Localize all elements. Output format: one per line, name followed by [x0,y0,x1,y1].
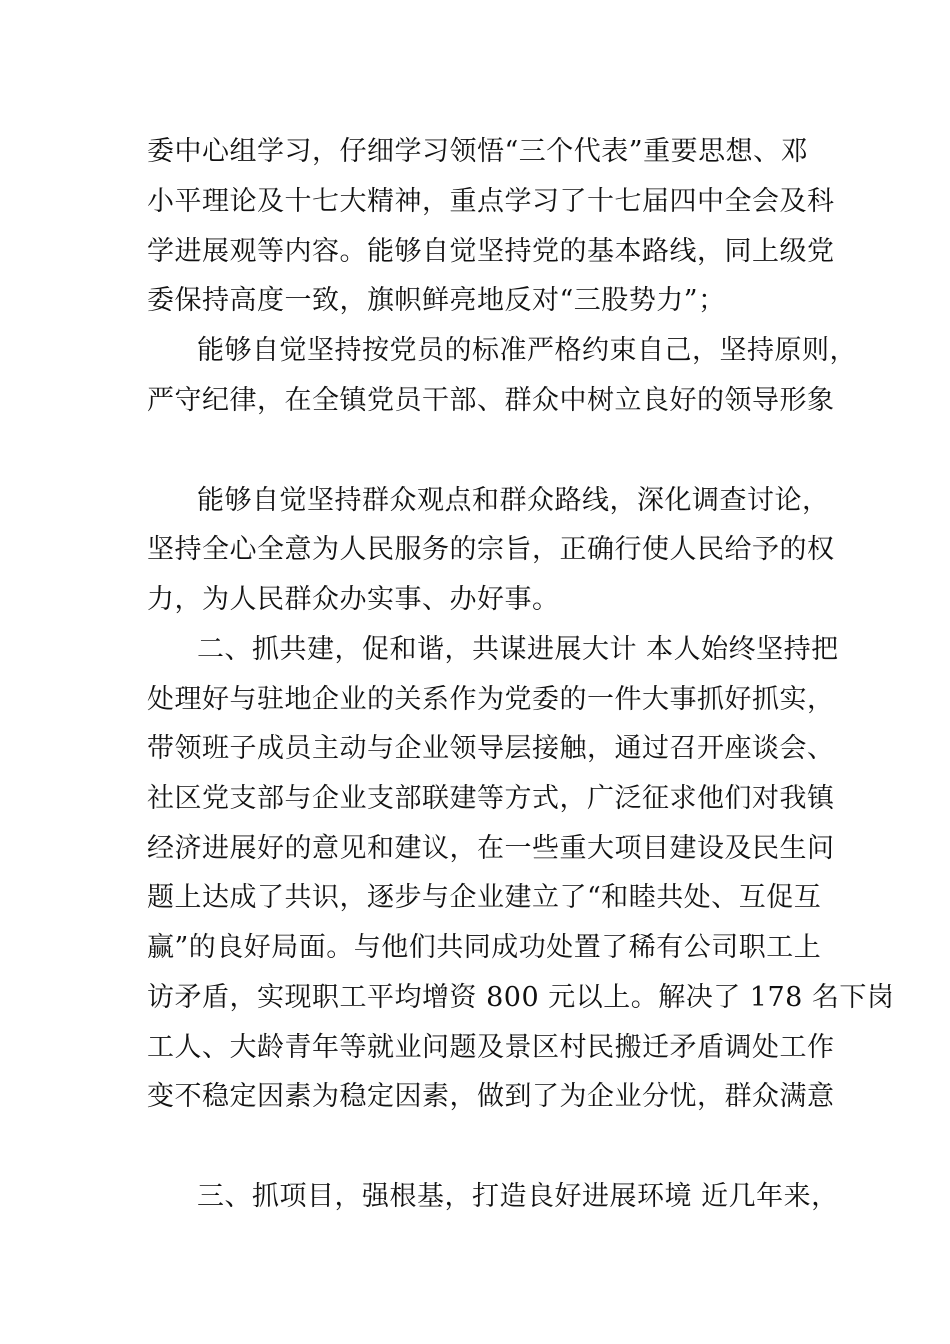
text-line-8: 坚持全心全意为人民服务的宗旨，正确行使人民给予的权 [147,534,835,565]
text-line-17: 访矛盾，实现职工平均增资 800 元以上。解决了 178 名下岗 [147,982,895,1013]
text-line-4: 委保持高度一致，旗帜鲜亮地反对“三股势力”； [147,285,726,316]
text-line-14: 经济进展好的意见和建议，在一些重大项目建设及民生问 [147,833,835,864]
text-line-2: 小平理论及十七大精神，重点学习了十七届四中全会及科 [147,186,835,217]
text-line-1: 委中心组学习，仔细学习领悟“三个代表”重要思想、邓 [147,136,809,167]
text-line-10: 二、抓共建，促和谐，共谋进展大计 本人始终坚持把 [197,634,839,665]
text-line-11: 处理好与驻地企业的关系作为党委的一件大事抓好抓实， [147,684,835,715]
text-line-9: 力，为人民群众办实事、办好事。 [147,584,560,615]
text-line-15: 题上达成了共识，逐步与企业建立了“和睦共处、互促互 [147,882,822,913]
text-line-5: 能够自觉坚持按党员的标准严格约束自己，坚持原则， [197,335,857,366]
text-line-13: 社区党支部与企业支部联建等方式，广泛征求他们对我镇 [147,783,835,814]
text-line-19: 变不稳定因素为稳定因素，做到了为企业分忧，群众满意 [147,1081,835,1112]
text-line-20: 三、抓项目，强根基，打造良好进展环境 近几年来， [197,1181,839,1212]
text-line-6: 严守纪律，在全镇党员干部、群众中树立良好的领导形象 [147,385,835,416]
text-line-3: 学进展观等内容。能够自觉坚持党的基本路线，同上级党 [147,236,835,267]
text-line-16: 赢”的良好局面。与他们共同成功处置了稀有公司职工上 [147,932,822,963]
text-line-12: 带领班子成员主动与企业领导层接触，通过召开座谈会、 [147,733,835,764]
text-line-7: 能够自觉坚持群众观点和群众路线，深化调查讨论， [197,485,830,516]
text-line-18: 工人、大龄青年等就业问题及景区村民搬迁矛盾调处工作 [147,1032,835,1063]
